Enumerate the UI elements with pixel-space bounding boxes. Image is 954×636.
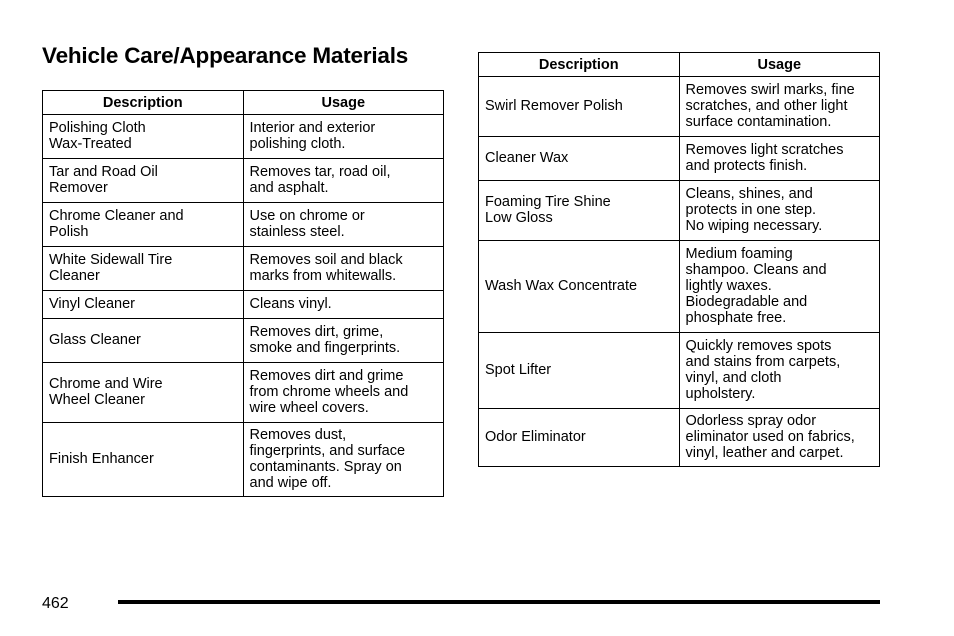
table-row bbox=[43, 423, 444, 497]
description-cell: Foaming Tire Shine Low Gloss bbox=[479, 181, 680, 241]
usage-cell: Removes dirt, grime, smoke and fingerprints. bbox=[243, 319, 444, 363]
usage-cell: Cleans vinyl. bbox=[243, 291, 444, 319]
description-cell: Chrome Cleaner and Polish bbox=[43, 203, 244, 247]
column-header-usage: Usage bbox=[243, 91, 444, 115]
table-row bbox=[479, 409, 880, 467]
column-header-description: Description bbox=[479, 53, 680, 77]
usage-cell: Medium foaming shampoo. Cleans and lightly waxes. Biodegradable and phosphate free. bbox=[679, 241, 880, 333]
table-row bbox=[479, 333, 880, 409]
usage-cell: Use on chrome or stainless steel. bbox=[243, 203, 444, 247]
table-header-row bbox=[43, 91, 444, 115]
table-row bbox=[43, 291, 444, 319]
table-row bbox=[479, 137, 880, 181]
page-number: 462 bbox=[42, 595, 69, 612]
description-cell: Tar and Road Oil Remover bbox=[43, 159, 244, 203]
description-cell: Odor Eliminator bbox=[479, 409, 680, 467]
usage-cell: Removes tar, road oil, and asphalt. bbox=[243, 159, 444, 203]
table-row bbox=[479, 77, 880, 137]
description-cell: White Sidewall Tire Cleaner bbox=[43, 247, 244, 291]
description-cell: Vinyl Cleaner bbox=[43, 291, 244, 319]
table-row bbox=[43, 247, 444, 291]
table-row bbox=[43, 203, 444, 247]
usage-cell: Removes soil and black marks from whitewalls. bbox=[243, 247, 444, 291]
description-cell: Cleaner Wax bbox=[479, 137, 680, 181]
table-row bbox=[43, 159, 444, 203]
usage-cell: Removes swirl marks, fine scratches, and other light surface contamination. bbox=[679, 77, 880, 137]
table-row bbox=[43, 115, 444, 159]
description-cell: Polishing Cloth Wax-Treated bbox=[43, 115, 244, 159]
usage-cell: Odorless spray odor eliminator used on fabrics, vinyl, leather and carpet. bbox=[679, 409, 880, 467]
column-header-description: Description bbox=[43, 91, 244, 115]
usage-cell: Cleans, shines, and protects in one step. No wiping necessary. bbox=[679, 181, 880, 241]
description-cell: Wash Wax Concentrate bbox=[479, 241, 680, 333]
table-row bbox=[43, 363, 444, 423]
usage-cell: Interior and exterior polishing cloth. bbox=[243, 115, 444, 159]
care-materials-table-left bbox=[42, 90, 444, 497]
usage-cell: Removes light scratches and protects finish. bbox=[679, 137, 880, 181]
column-header-usage: Usage bbox=[679, 53, 880, 77]
description-cell: Glass Cleaner bbox=[43, 319, 244, 363]
description-cell: Swirl Remover Polish bbox=[479, 77, 680, 137]
footer-rule bbox=[118, 600, 880, 604]
description-cell: Chrome and Wire Wheel Cleaner bbox=[43, 363, 244, 423]
description-cell: Finish Enhancer bbox=[43, 423, 244, 497]
usage-cell: Quickly removes spots and stains from carpets, vinyl, and cloth upholstery. bbox=[679, 333, 880, 409]
care-materials-table-right bbox=[478, 52, 880, 467]
usage-cell: Removes dirt and grime from chrome wheels and wire wheel covers. bbox=[243, 363, 444, 423]
table-row bbox=[479, 181, 880, 241]
table-row bbox=[479, 241, 880, 333]
page-title: Vehicle Care/Appearance Materials bbox=[42, 43, 409, 68]
description-cell: Spot Lifter bbox=[479, 333, 680, 409]
table-row bbox=[43, 319, 444, 363]
table-header-row bbox=[479, 53, 880, 77]
usage-cell: Removes dust, fingerprints, and surface contaminants. Spray on and wipe off. bbox=[243, 423, 444, 497]
